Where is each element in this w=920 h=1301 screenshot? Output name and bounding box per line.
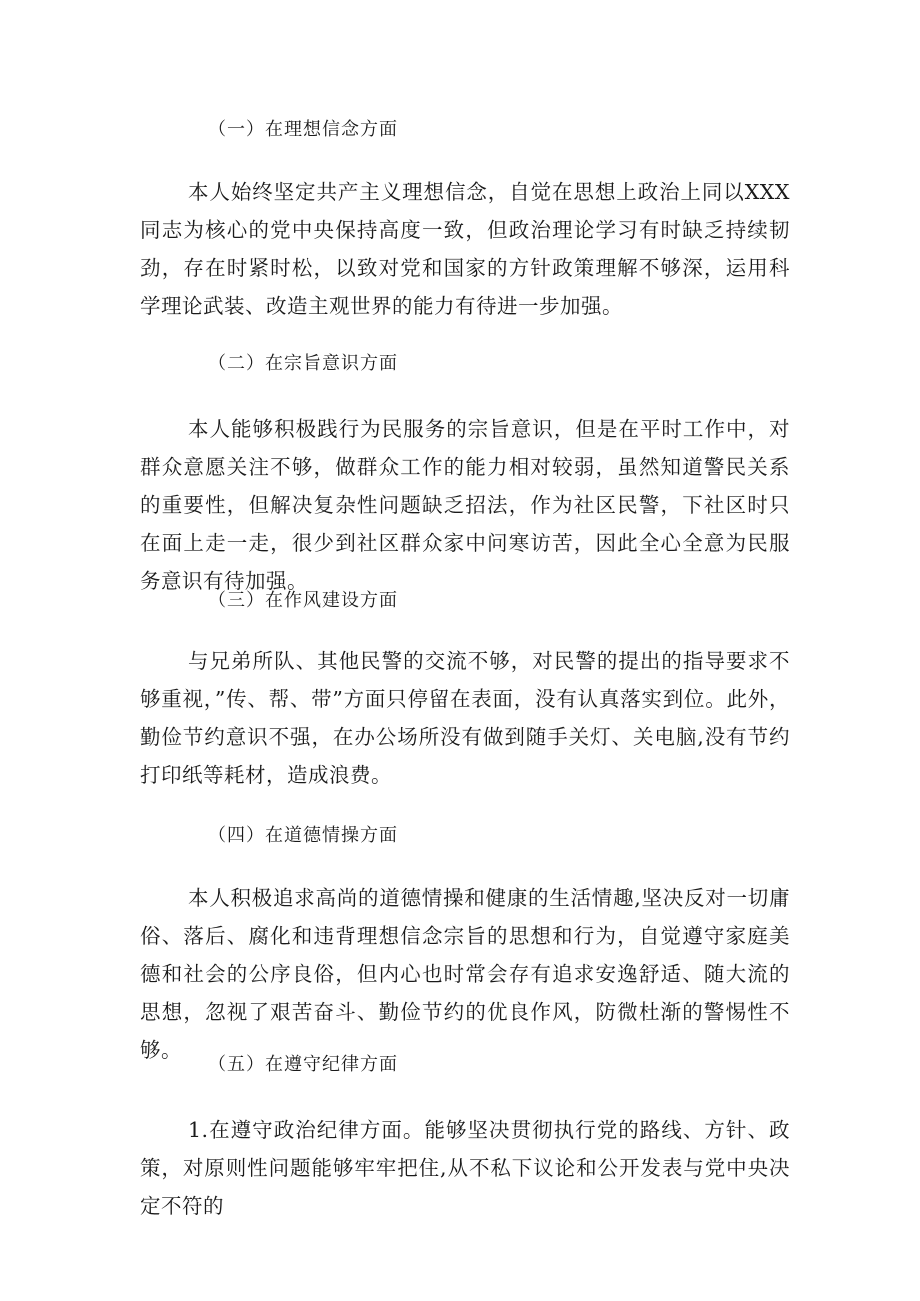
section-body-5: 1.在遵守政治纪律方面。能够坚决贯彻执行党的路线、方针、政策，对原则性问题能够牢牢把住,从不私下议论和公开发表与党中央决定不符的: [140, 1118, 790, 1218]
section-heading-3: （三）在作风建设方面: [208, 590, 398, 611]
section-body-4: 本人积极追求高尚的道德情操和健康的生活情趣,坚决反对一切庸俗、落后、腐化和违背理想信念宗旨的思想和行为，自觉遵守家庭美德和社会的公序良俗，但内心也时常会存有追求安逸舒适、随大流的思想，忽视了艰苦奋斗、勤俭节约的优良作风，防微杜渐的警惕性不够。: [140, 886, 790, 1062]
section-heading-1: （一）在理想信念方面: [208, 119, 398, 140]
section-body-2: 本人能够积极践行为民服务的宗旨意识，但是在平时工作中，对群众意愿关注不够，做群众工作的能力相对较弱，虽然知道警民关系的重要性，但解决复杂性问题缺乏招法，作为社区民警，下社区时只在面上走一走，很少到社区群众家中问寒访苦，因此全心全意为民服务意识有待加强。: [140, 417, 790, 593]
section-body-1: 本人始终坚定共产主义理想信念，自觉在思想上政治上同以XXX同志为核心的党中央保持高度一致，但政治理论学习有时缺乏持续韧劲，存在时紧时松，以致对党和国家的方针政策理解不够深，运用科学理论武装、改造主观世界的能力有待进一步加强。: [140, 180, 790, 318]
section-heading-5: （五）在遵守纪律方面: [208, 1054, 398, 1075]
section-body-3: 与兄弟所队、其他民警的交流不够，对民警的提出的指导要求不够重视，”传、帮、带”方面只停留在表面，没有认真落实到位。此外，勤俭节约意识不强，在办公场所没有做到随手关灯、关电脑,没有节约打印纸等耗材，造成浪费。: [140, 649, 790, 787]
section-heading-4: （四）在道德情操方面: [208, 825, 398, 846]
section-heading-2: （二）在宗旨意识方面: [208, 353, 398, 374]
